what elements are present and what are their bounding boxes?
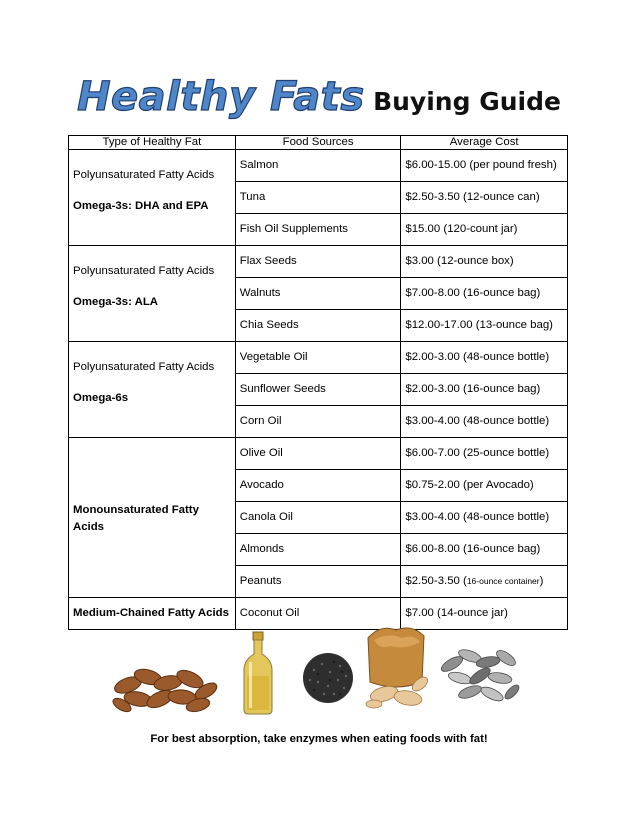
fat-type-label: Monounsaturated Fatty Acids xyxy=(73,504,199,533)
fat-subtype-label: Omega-3s: DHA and EPA xyxy=(73,199,209,212)
food-source: Avocado xyxy=(235,470,401,502)
table-row xyxy=(69,438,568,470)
table-header-row xyxy=(69,136,568,150)
food-source: Corn Oil xyxy=(235,406,401,438)
average-cost: $3.00-4.00 (48-ounce bottle) xyxy=(401,406,568,438)
fat-type-cell xyxy=(69,150,236,246)
fat-type-cell: Medium-Chained Fatty Acids xyxy=(69,598,236,630)
page-title xyxy=(0,74,638,124)
average-cost: $15.00 (120-count jar) xyxy=(401,214,568,246)
chia-seeds-image xyxy=(300,650,356,706)
fat-type-label: Polyunsaturated Fatty Acids xyxy=(73,168,215,181)
average-cost: $2.00-3.00 (16-ounce bag) xyxy=(401,374,568,406)
average-cost: $2.00-3.00 (48-ounce bottle) xyxy=(401,342,568,374)
table-row xyxy=(69,342,568,374)
food-source: Sunflower Seeds xyxy=(235,374,401,406)
food-source: Flax Seeds xyxy=(235,246,401,278)
average-cost: $6.00-7.00 (25-ounce bottle) xyxy=(401,438,568,470)
title-main: Healthy Fats xyxy=(77,74,365,120)
average-cost: $7.00 (14-ounce jar) xyxy=(401,598,568,630)
food-source: Fish Oil Supplements xyxy=(235,214,401,246)
average-cost: $7.00-8.00 (16-ounce bag) xyxy=(401,278,568,310)
average-cost: $3.00-4.00 (48-ounce bottle) xyxy=(401,502,568,534)
fat-type-cell xyxy=(69,246,236,342)
footer-note: For best absorption, take enzymes when eating foods with fat! xyxy=(150,733,488,745)
average-cost: $12.00-17.00 (13-ounce bag) xyxy=(401,310,568,342)
fats-table xyxy=(68,135,568,630)
peanut-butter-image xyxy=(362,620,432,712)
food-source: Coconut Oil xyxy=(235,598,401,630)
average-cost: $6.00-15.00 (per pound fresh) xyxy=(401,150,568,182)
fat-type-cell xyxy=(69,438,236,598)
average-cost: $0.75-2.00 (per Avocado) xyxy=(401,470,568,502)
header-type: Type of Healthy Fat xyxy=(69,136,236,150)
cost-small-text: 16-ounce container xyxy=(466,576,540,586)
average-cost xyxy=(401,566,568,598)
oil-bottle-image xyxy=(238,630,278,716)
cost-prefix: $2.50-3.50 ( xyxy=(405,575,467,587)
food-source: Salmon xyxy=(235,150,401,182)
fat-subtype-label: Omega-6s xyxy=(73,391,129,404)
table-row xyxy=(69,246,568,278)
cost-suffix: ) xyxy=(539,575,544,587)
header-cost: Average Cost xyxy=(401,136,568,150)
average-cost: $6.00-8.00 (16-ounce bag) xyxy=(401,534,568,566)
average-cost: $3.00 (12-ounce box) xyxy=(401,246,568,278)
fat-subtype-label: Omega-3s: ALA xyxy=(73,295,159,308)
food-source: Peanuts xyxy=(235,566,401,598)
title-sub: Buying Guide xyxy=(373,87,561,116)
header-sources: Food Sources xyxy=(235,136,401,150)
fat-type-label: Polyunsaturated Fatty Acids xyxy=(73,360,215,373)
almonds-image xyxy=(110,655,222,715)
food-source: Vegetable Oil xyxy=(235,342,401,374)
fat-type-label: Polyunsaturated Fatty Acids xyxy=(73,264,215,277)
average-cost: $2.50-3.50 (12-ounce can) xyxy=(401,182,568,214)
food-source: Chia Seeds xyxy=(235,310,401,342)
food-source: Canola Oil xyxy=(235,502,401,534)
food-source: Olive Oil xyxy=(235,438,401,470)
table-row xyxy=(69,598,568,630)
sunflower-seeds-image xyxy=(436,640,522,708)
food-source: Walnuts xyxy=(235,278,401,310)
table-row xyxy=(69,150,568,182)
food-source: Almonds xyxy=(235,534,401,566)
food-source: Tuna xyxy=(235,182,401,214)
fat-type-cell xyxy=(69,342,236,438)
